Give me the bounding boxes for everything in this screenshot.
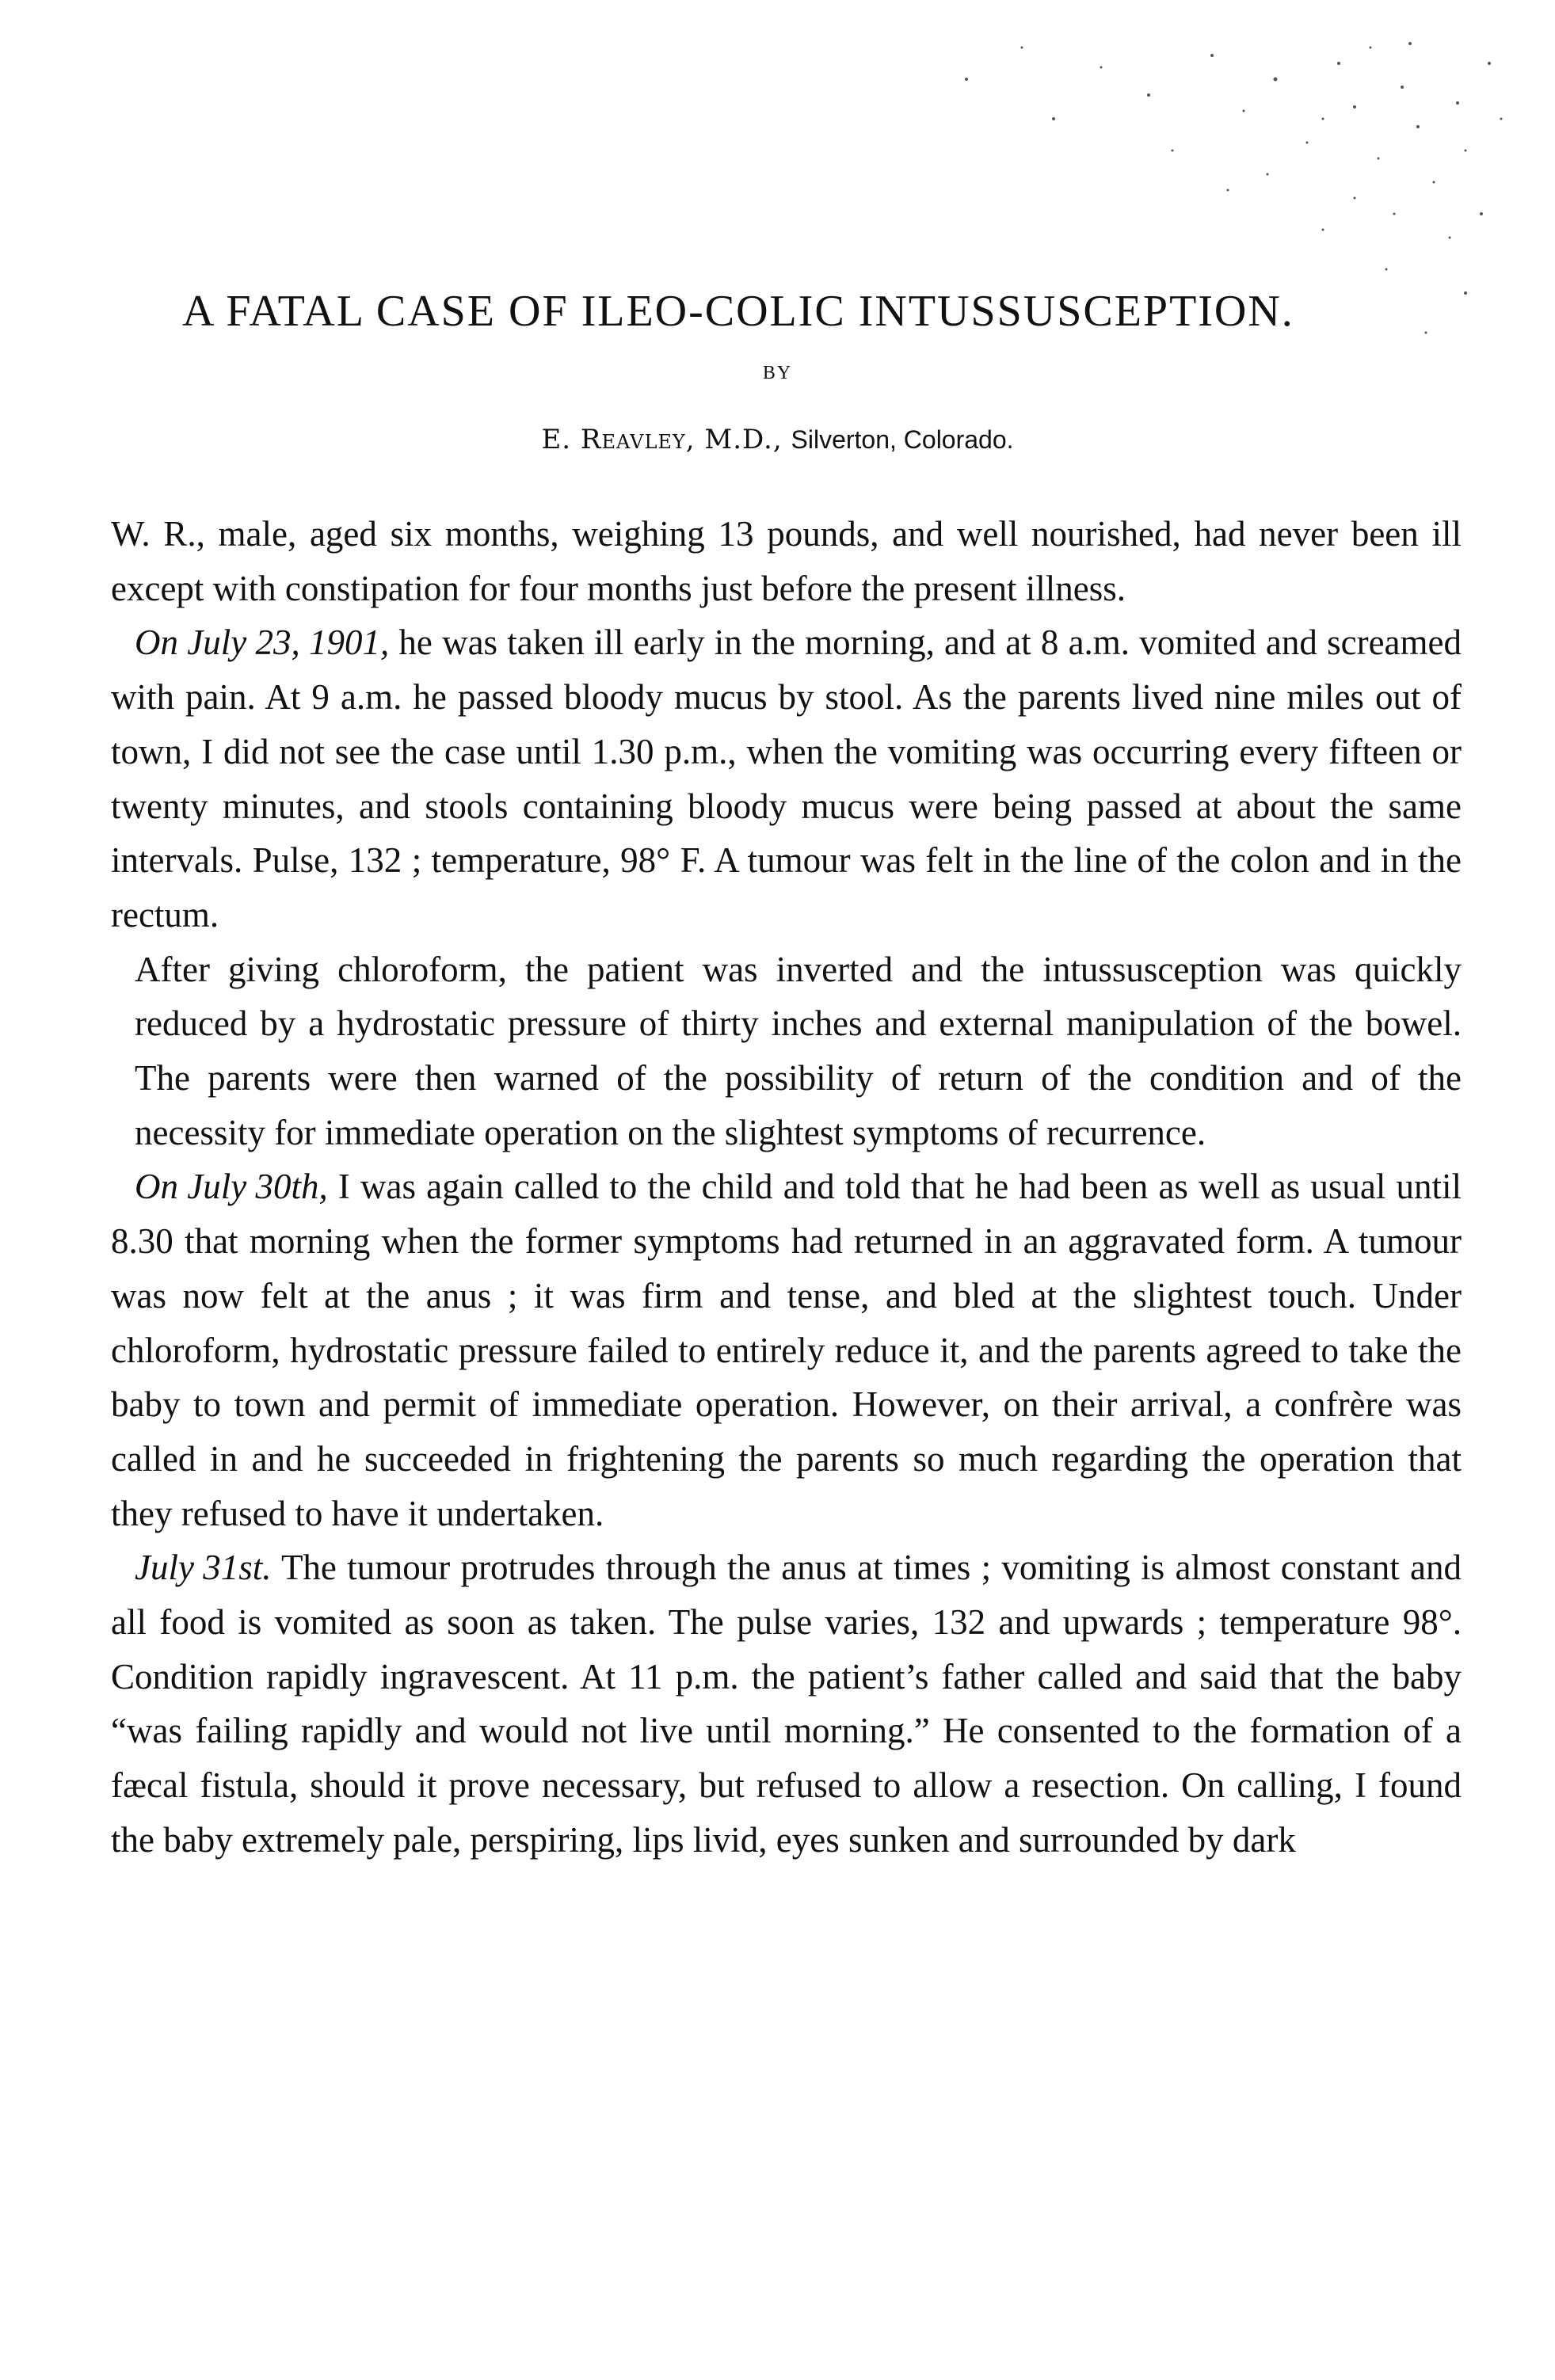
author-location: Silverton, Colorado. <box>791 425 1014 454</box>
paragraph-date: On July 23, 1901, <box>135 623 390 663</box>
paragraph-date: July 31st. <box>135 1548 272 1588</box>
paragraph-4 <box>111 1160 1462 1540</box>
paragraph-text: After giving chloroform, the patient was inverted and the intussusception was quickly reduced by a hydrostatic pressure of thirty inches and external manipulation of the bowel. The parents were then warned of the possibility of return of the condition and of the necessity for immediate operation on the slightest symptoms of recurrence. <box>135 949 1462 1152</box>
paragraph-date: On July 30th, <box>135 1167 328 1207</box>
paragraph-3 <box>111 942 1462 1160</box>
paragraph-1 <box>111 507 1462 615</box>
article-body <box>111 507 1462 1868</box>
author-name: E. Reavley, M.D., <box>541 424 783 455</box>
paragraph-text: I was again called to the child and told that he had been as well as usual until 8.30 that morning when the former symptoms had returned in an aggravated form. A tumour was now felt at the anus ; it was firm and tense, and bled at the slightest touch. Under chloroform, hydrostatic pressure failed to entirely reduce it, and the parents agreed to take the baby to town and permit of immediate operation. However, on their arrival, a confrère was called in and he succeeded in frightening the parents so much regarding the operation that they refused to have it undertaken. <box>111 1167 1462 1533</box>
paragraph-2 <box>111 615 1462 942</box>
byline-label: BY <box>762 363 793 383</box>
paragraph-text: The tumour protrudes through the anus at times ; vomiting is almost constant and all food is vomited as soon as taken. The pulse varies, 132 and upwards ; temperature 98°. Condition rapidly ingravescent. At 11 p.m. the patient’s father called and said that the baby “was failing rapidly and would not live until morning.” He consented to the formation of a fæcal fistula, should it prove necessary, but refused to allow a resection. On calling, I found the baby extremely pale, perspiring, lips livid, eyes sunken and surrounded by dark <box>111 1548 1462 1860</box>
article-title: A FATAL CASE OF ILEO-COLIC INTUSSUSCEPTION. <box>182 287 1294 336</box>
author-line <box>0 426 1555 453</box>
paragraph-text: W. R., male, aged six months, weighing 13 pounds, and well nourished, had never been ill except with constipation for four months just before the present illness. <box>111 514 1462 608</box>
paragraph-5 <box>111 1540 1462 1867</box>
paragraph-text: he was taken ill early in the morning, and at 8 a.m. vomited and screamed with pain. At 9 a.m. he passed bloody mucus by stool. As the parents lived nine miles out of town, I did not see the case until 1.30 p.m., when the vomiting was occurring every fifteen or twenty minutes, and stools containing bloody mucus were being passed at about the same intervals. Pulse, 132 ; temperature, 98° F. A tumour was felt in the line of the colon and in the rectum. <box>111 623 1462 935</box>
